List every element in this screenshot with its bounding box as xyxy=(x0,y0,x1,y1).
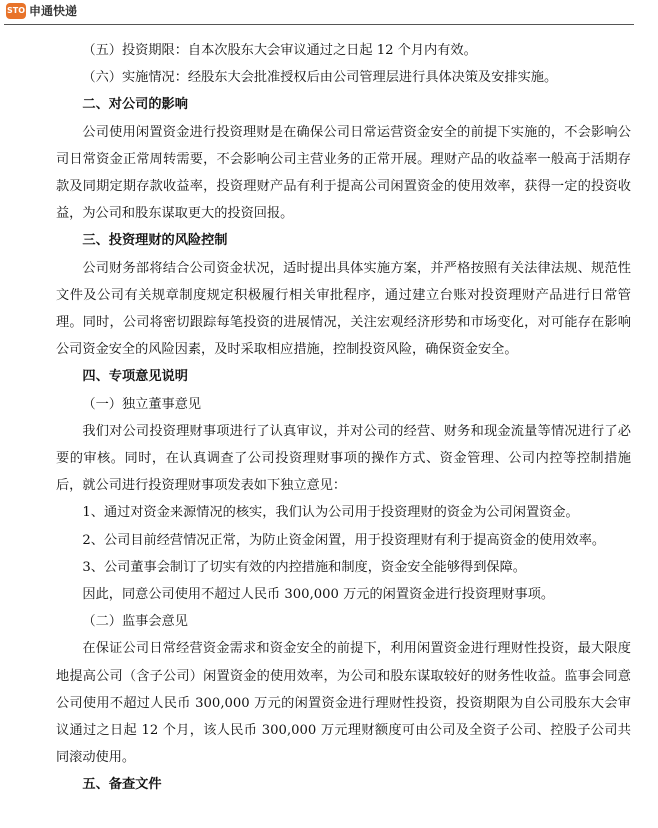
company-name: 申通快递 xyxy=(29,4,78,18)
section-heading-reference-docs: 五、备查文件 xyxy=(82,777,162,793)
subheading-independent-directors: （一）独立董事意见 xyxy=(82,396,202,412)
section-heading-risk-control: 三、投资理财的风险控制 xyxy=(82,233,228,249)
paragraph-supervisory-opinion: 在保证公司日常经营资金需求和资金安全的前提下，利用闲置资金进行理财性投资，最大限度地提高公司（含子公司）闲置资金的使用效率，为公司和股东谋取较好的财务性收益。监事会同意公司使用不超过人民币 300,000 万元的闲置资金进行理财性投资，投资期限为自公司股东大会审议通过之日起 12 个月，该人民币 300,000 万元理财额度可由公司及全资子公司、控股子公司共同滚动使用。 xyxy=(56,641,631,766)
page-header xyxy=(0,0,658,26)
section-heading-impact: 二、对公司的影响 xyxy=(82,97,188,113)
subheading-supervisory-board: （二）监事会意见 xyxy=(82,614,188,630)
sto-logo-icon: STO xyxy=(6,3,26,19)
paragraph-investment-period: （五）投资期限：自本次股东大会审议通过之日起 12 个月内有效。 xyxy=(82,43,477,58)
paragraph-implementation: （六）实施情况：经股东大会批准授权后由公司管理层进行具体决策及安排实施。 xyxy=(82,70,558,86)
opinion-item-2: 2、公司目前经营情况正常，为防止资金闲置，用于投资理财有利于提高资金的使用效率。 xyxy=(82,532,606,548)
paragraph-directors-review: 我们对公司投资理财事项进行了认真审议，并对公司的经营、财务和现金流量等情况进行了必要的审核。同时，在认真调查了公司投资理财事项的操作方式、资金管理、公司内控等控制措施后，就公司进行投资理财事项发表如下独立意见： xyxy=(56,423,631,494)
paragraph-impact: 公司使用闲置资金进行投资理财是在确保公司日常运营资金安全的前提下实施的，不会影响公司日常资金正常周转需要，不会影响公司主营业务的正常开展。理财产品的收益率一般高于活期存款及同期定期存款收益率，投资理财产品有利于提高公司闲置资金的使用效率，获得一定的投资收益，为公司和股东谋取更大的投资回报。 xyxy=(56,124,631,222)
header-divider xyxy=(4,24,634,25)
opinion-item-3: 3、公司董事会制订了切实有效的内控措施和制度，资金安全能够得到保障。 xyxy=(82,559,526,575)
paragraph-directors-conclusion: 因此，同意公司使用不超过人民币 300,000 万元的闲置资金进行投资理财事项。 xyxy=(82,587,555,603)
document-body xyxy=(56,37,631,799)
opinion-item-1: 1、通过对资金来源情况的核实，我们认为公司用于投资理财的资金为公司闲置资金。 xyxy=(82,505,579,521)
section-heading-opinions: 四、专项意见说明 xyxy=(82,369,188,385)
paragraph-risk-control: 公司财务部将结合公司资金状况，适时提出具体实施方案，并严格按照有关法律法规、规范性文件及公司有关规章制度规定积极履行相关审批程序，通过建立台账对投资理财产品进行日常管理。同时，公司将密切跟踪每笔投资的进展情况，关注宏观经济形势和市场变化，对可能存在影响公司资金安全的风险因素，及时采取相应措施，控制投资风险，确保资金安全。 xyxy=(56,260,631,358)
